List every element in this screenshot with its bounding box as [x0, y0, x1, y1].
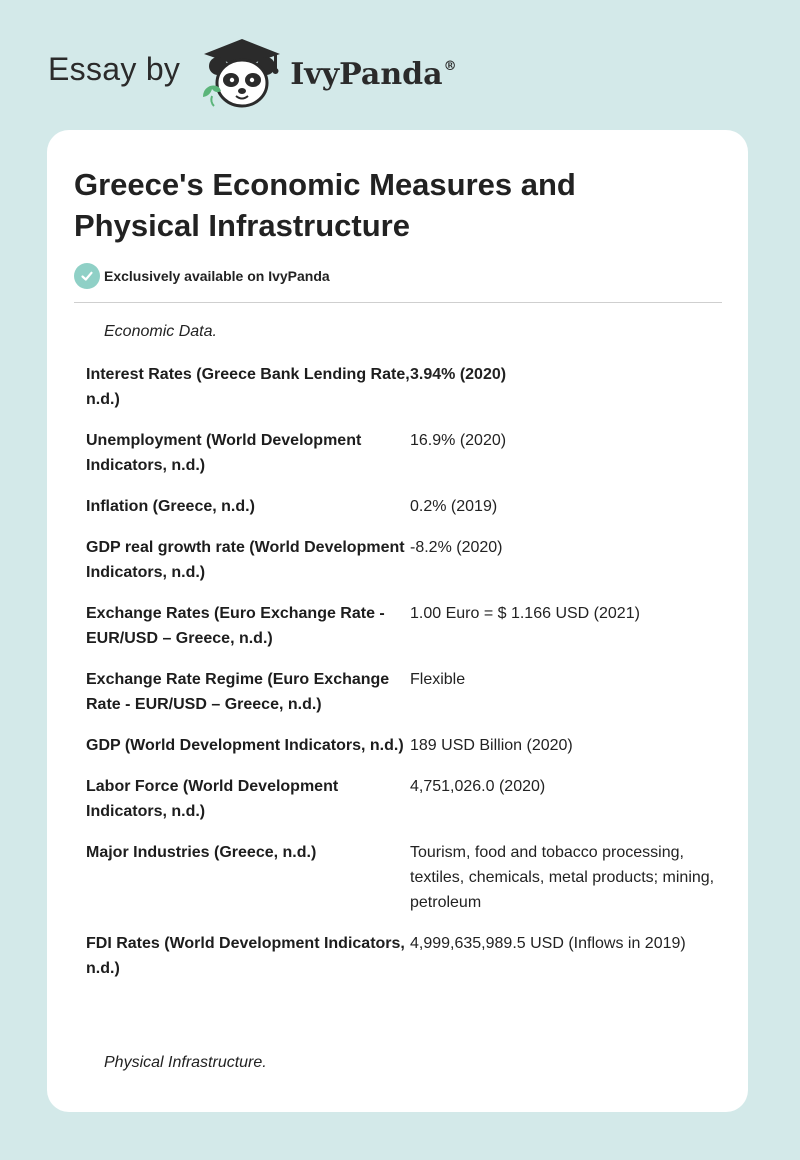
table-caption-economic: Economic Data.	[104, 323, 217, 340]
panda-graduate-icon	[196, 34, 288, 110]
row-label: Major Industries (Greece, n.d.)	[86, 844, 317, 861]
row-label: GDP real growth rate (World Development Indicators, n.d.)	[86, 539, 405, 581]
row-value: 16.9% (2020)	[410, 432, 507, 449]
row-label: GDP (World Development Indicators, n.d.)	[86, 737, 404, 754]
row-value: 1.00 Euro = $ 1.166 USD (2021)	[410, 605, 640, 622]
row-value: 189 USD Billion (2020)	[410, 737, 573, 754]
row-value: 3.94% (2020)	[410, 366, 507, 383]
badge-text: Exclusively available on IvyPanda	[104, 268, 330, 284]
row-label: Exchange Rates (Euro Exchange Rate - EUR/USD – Greece, n.d.)	[86, 605, 385, 647]
brand-header	[48, 34, 457, 110]
page-title: Greece's Economic Measures and Physical Infrastructure	[74, 167, 576, 243]
table-row	[86, 362, 716, 412]
table-row	[86, 733, 716, 758]
essay-card	[47, 130, 748, 1112]
row-value: Flexible	[410, 671, 466, 688]
row-label: Inflation (Greece, n.d.)	[86, 498, 255, 515]
row-value: Tourism, food and tobacco processing, textiles, chemicals, metal products; mining, petroleum	[410, 844, 715, 911]
exclusive-badge	[74, 263, 330, 289]
table-row	[86, 931, 716, 981]
table-row	[86, 428, 716, 478]
row-label: Interest Rates (Greece Bank Lending Rate, n.d.)	[86, 366, 410, 408]
economic-data-table	[86, 362, 716, 997]
row-label: Labor Force (World Development Indicators, n.d.)	[86, 778, 339, 820]
brand-prefix: Essay by	[48, 50, 181, 87]
table-row	[86, 667, 716, 717]
table-caption-infrastructure: Physical Infrastructure.	[104, 1054, 267, 1071]
row-label: FDI Rates (World Development Indicators, n.d.)	[86, 935, 405, 977]
divider	[74, 302, 722, 303]
row-value: 0.2% (2019)	[410, 498, 498, 515]
row-value: -8.2% (2020)	[410, 539, 503, 556]
registered-mark: ®	[443, 58, 457, 74]
check-circle-icon	[74, 263, 100, 289]
row-value: 4,751,026.0 (2020)	[410, 778, 546, 795]
table-row	[86, 840, 716, 915]
table-row	[86, 601, 716, 651]
table-row	[86, 535, 716, 585]
brand-name: IvyPanda®	[290, 56, 457, 92]
table-row	[86, 494, 716, 519]
check-mark	[80, 269, 94, 283]
row-label: Exchange Rate Regime (Euro Exchange Rate - EUR/USD – Greece, n.d.)	[86, 671, 390, 713]
row-value: 4,999,635,989.5 USD (Inflows in 2019)	[410, 935, 686, 952]
row-label: Unemployment (World Development Indicators, n.d.)	[86, 432, 362, 474]
table-row	[86, 774, 716, 824]
